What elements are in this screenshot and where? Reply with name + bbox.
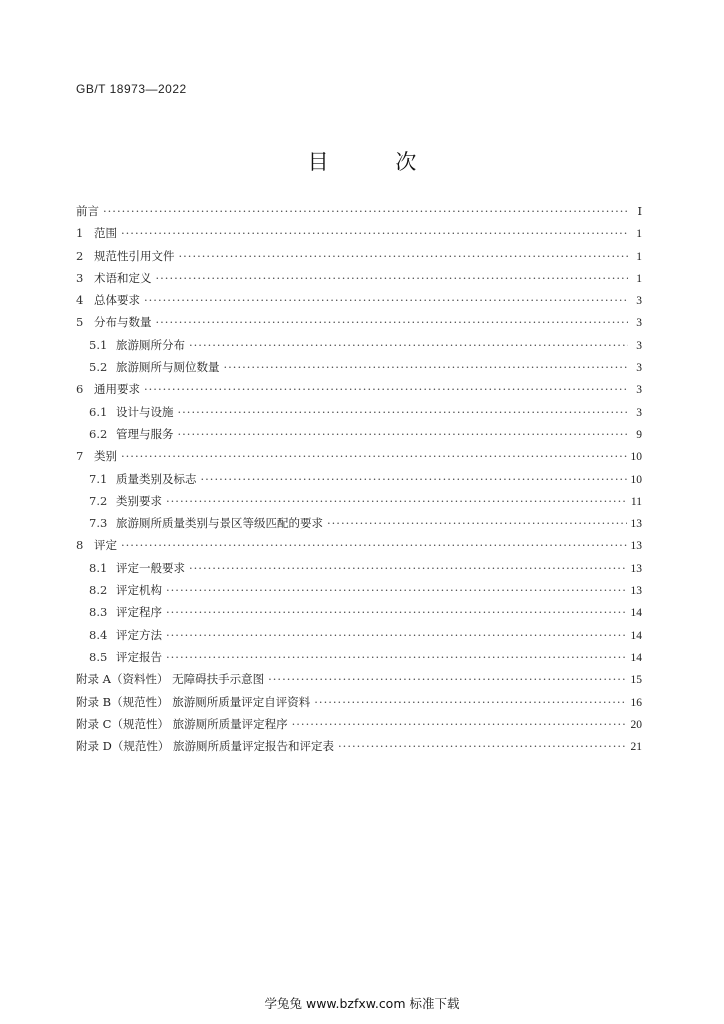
toc-entry-page: 13 <box>630 518 642 531</box>
toc-entry-label: 附录 C（规范性） 旅游厕所质量评定程序 <box>76 716 288 731</box>
toc-leader-dots <box>292 717 627 731</box>
toc-entry-label: 附录 A（资料性） 无障碍扶手示意图 <box>76 672 265 687</box>
toc-entry[interactable] <box>76 560 642 582</box>
toc-entry-page: 16 <box>630 696 642 709</box>
toc-entry-number: 2 <box>76 248 84 263</box>
toc-entry-page: 11 <box>630 495 642 508</box>
toc-entry-label: 通用要求 <box>94 382 140 397</box>
toc-entry[interactable] <box>76 582 642 604</box>
toc-leader-dots <box>166 583 627 597</box>
toc-entry-label: 旅游厕所质量类别与景区等级匹配的要求 <box>116 516 323 531</box>
toc-entry[interactable] <box>76 515 642 537</box>
toc-leader-dots <box>178 405 629 419</box>
toc-entry-number: 5.2 <box>89 360 108 375</box>
toc-entry-page: Ⅰ <box>637 206 642 218</box>
toc-entry-number: 6 <box>76 382 84 397</box>
toc-leader-dots <box>268 672 626 686</box>
toc-leader-dots <box>201 472 627 486</box>
toc-leader-dots <box>144 293 628 307</box>
toc-entry-page: 10 <box>630 451 642 464</box>
toc-entry-label: 旅游厕所分布 <box>116 337 185 352</box>
toc-entry-number: 7 <box>76 449 84 464</box>
toc-entry[interactable] <box>76 248 642 270</box>
toc-entry-label: 评定一般要求 <box>116 560 185 575</box>
toc-leader-dots <box>166 494 627 508</box>
toc-entry[interactable] <box>76 537 642 559</box>
toc-entry[interactable] <box>76 426 642 448</box>
toc-leader-dots <box>224 360 629 374</box>
toc-entry-number: 4 <box>76 293 84 308</box>
toc-leader-dots <box>121 538 627 552</box>
toc-entry-label: 评定程序 <box>116 605 162 620</box>
toc-entry-number: 1 <box>76 226 84 241</box>
toc-entry-number: 7.1 <box>89 471 108 486</box>
toc-entry-page: 3 <box>636 295 642 308</box>
toc-entry[interactable] <box>76 203 642 225</box>
toc-entry[interactable] <box>76 716 642 738</box>
toc-entry-page: 3 <box>636 406 642 419</box>
toc-entry[interactable] <box>76 359 642 381</box>
toc-leader-dots <box>189 338 628 352</box>
toc-entry-label: 总体要求 <box>94 293 140 308</box>
toc-entry-page: 20 <box>630 718 642 731</box>
toc-entry[interactable] <box>76 337 642 359</box>
toc-entry-number: 5.1 <box>89 337 108 352</box>
toc-leader-dots <box>121 226 628 240</box>
toc-entry[interactable] <box>76 448 642 470</box>
toc-entry-page: 3 <box>636 317 642 330</box>
table-of-contents <box>76 203 642 760</box>
toc-entry-page: 1 <box>636 250 642 263</box>
toc-entry-number: 6.1 <box>89 404 108 419</box>
toc-leader-dots <box>156 315 629 329</box>
toc-entry-page: 1 <box>636 228 642 241</box>
toc-entry-label: 评定 <box>94 538 117 553</box>
toc-entry-page: 14 <box>630 607 642 620</box>
toc-entry-label: 前言 <box>76 204 99 218</box>
toc-entry[interactable] <box>76 381 642 403</box>
toc-entry[interactable] <box>76 493 642 515</box>
toc-entry-number: 8.1 <box>89 560 108 575</box>
toc-leader-dots <box>314 695 626 709</box>
toc-entry-page: 10 <box>630 473 642 486</box>
toc-entry-label: 旅游厕所与厕位数量 <box>116 360 220 375</box>
toc-entry-label: 分布与数量 <box>94 315 152 330</box>
toc-leader-dots <box>156 271 629 285</box>
toc-entry-page: 13 <box>630 585 642 598</box>
toc-leader-dots <box>166 605 627 619</box>
toc-entry-label: 管理与服务 <box>116 426 174 441</box>
toc-entry-label: 类别 <box>94 449 117 464</box>
toc-entry-number: 6.2 <box>89 426 108 441</box>
toc-entry-number: 8.3 <box>89 605 108 620</box>
toc-entry-page: 14 <box>630 629 642 642</box>
toc-entry-page: 3 <box>636 339 642 352</box>
footer-watermark: 学兔兔 www.bzfxw.com 标准下载 <box>264 996 460 1011</box>
toc-entry[interactable] <box>76 694 642 716</box>
toc-entry-label: 设计与设施 <box>116 404 174 419</box>
toc-entry-page: 13 <box>630 562 642 575</box>
toc-leader-dots <box>166 650 627 664</box>
toc-entry-label: 评定报告 <box>116 649 162 664</box>
toc-leader-dots <box>179 249 629 263</box>
toc-entry-label: 附录 B（规范性） 旅游厕所质量评定自评资料 <box>76 694 311 709</box>
toc-leader-dots <box>166 628 627 642</box>
toc-leader-dots <box>121 449 627 463</box>
toc-entry-page: 14 <box>630 651 642 664</box>
toc-entry[interactable] <box>76 292 642 314</box>
toc-entry-page: 3 <box>636 362 642 375</box>
page-title: 目 次 <box>307 150 447 174</box>
toc-leader-dots <box>144 382 628 396</box>
toc-entry[interactable] <box>76 671 642 693</box>
toc-leader-dots <box>178 427 629 441</box>
toc-entry-page: 1 <box>636 272 642 285</box>
toc-leader-dots <box>103 204 628 218</box>
toc-entry[interactable] <box>76 404 642 426</box>
toc-entry-page: 15 <box>630 674 642 687</box>
toc-entry-label: 范围 <box>94 226 117 241</box>
toc-entry-number: 5 <box>76 315 84 330</box>
toc-entry-label: 评定机构 <box>116 583 162 598</box>
toc-entry[interactable] <box>76 225 642 247</box>
standard-code: GB/T 18973—2022 <box>76 82 187 96</box>
toc-entry-number: 7.3 <box>89 516 108 531</box>
toc-entry-number: 8.2 <box>89 583 108 598</box>
toc-entry[interactable] <box>76 471 642 493</box>
toc-leader-dots <box>338 739 626 753</box>
toc-entry[interactable] <box>76 314 642 336</box>
toc-entry-page: 3 <box>636 384 642 397</box>
toc-entry-page: 13 <box>630 540 642 553</box>
toc-entry-label: 术语和定义 <box>94 270 152 285</box>
toc-leader-dots <box>189 561 627 575</box>
toc-entry[interactable] <box>76 649 642 671</box>
toc-entry-number: 8.5 <box>89 649 108 664</box>
toc-leader-dots <box>327 516 627 530</box>
toc-entry-number: 7.2 <box>89 493 108 508</box>
toc-entry-label: 附录 D（规范性） 旅游厕所质量评定报告和评定表 <box>76 739 335 754</box>
toc-entry[interactable] <box>76 738 642 760</box>
toc-entry-page: 9 <box>636 428 642 441</box>
toc-entry-label: 评定方法 <box>116 627 162 642</box>
toc-entry-label: 质量类别及标志 <box>116 471 197 486</box>
toc-entry[interactable] <box>76 627 642 649</box>
toc-entry-number: 3 <box>76 270 84 285</box>
toc-entry[interactable] <box>76 604 642 626</box>
toc-entry-label: 规范性引用文件 <box>94 248 175 263</box>
toc-entry-number: 8.4 <box>89 627 108 642</box>
toc-entry-label: 类别要求 <box>116 493 162 508</box>
toc-entry[interactable] <box>76 270 642 292</box>
toc-entry-page: 21 <box>630 741 642 754</box>
toc-entry-number: 8 <box>76 538 84 553</box>
